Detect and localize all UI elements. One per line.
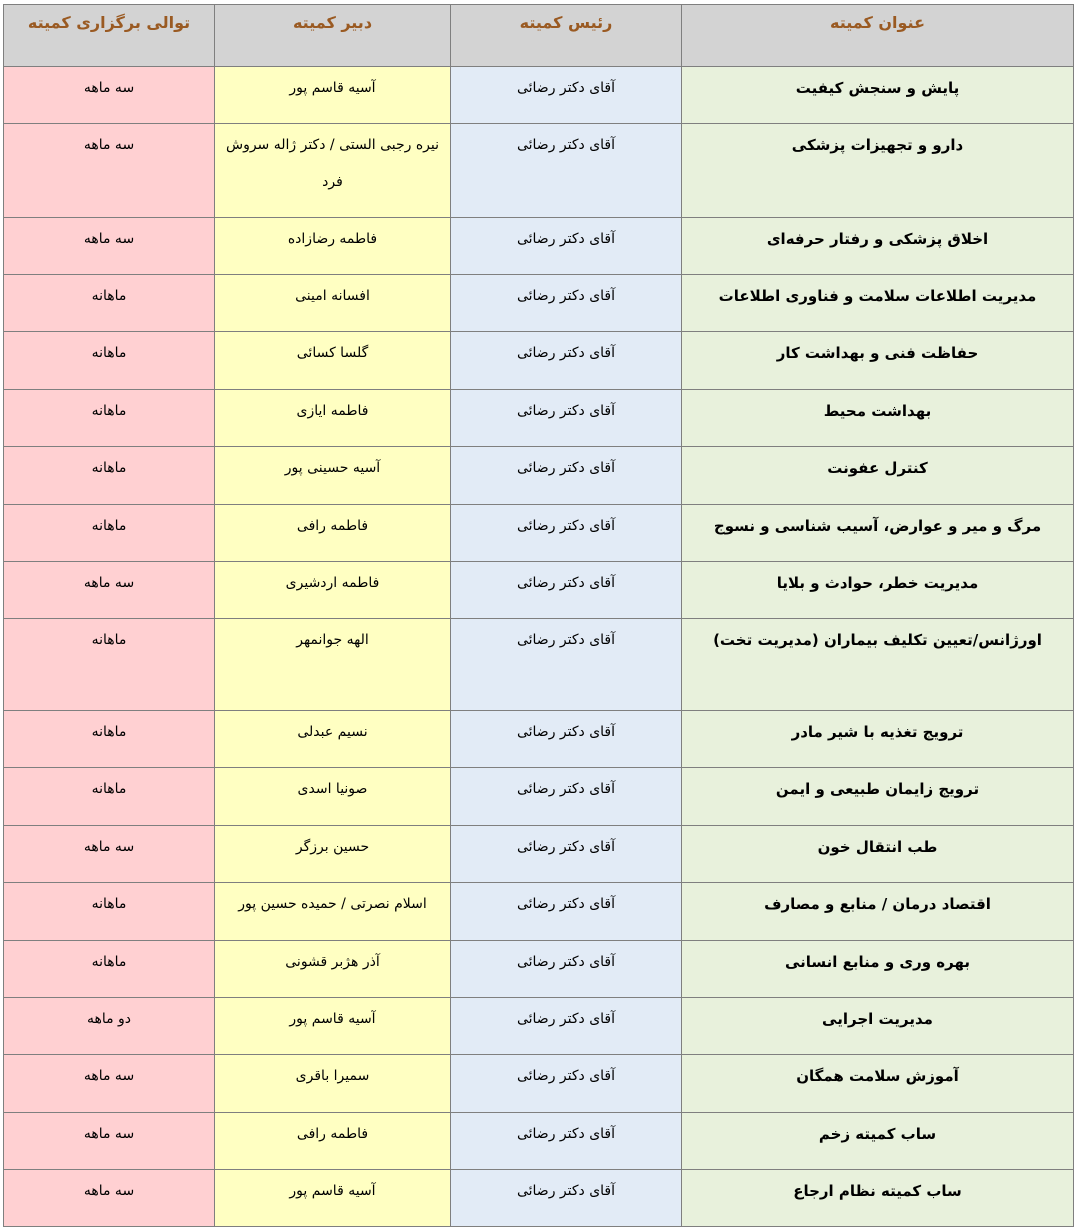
cell-committee-secretary: آسیه قاسم پور xyxy=(215,1170,451,1227)
cell-committee-secretary: آسیه حسینی پور xyxy=(215,447,451,505)
table-row xyxy=(4,1055,1074,1113)
cell-committee-title: مدیریت خطر، حوادث و بلایا xyxy=(682,562,1074,619)
table-row xyxy=(4,998,1074,1055)
table-row xyxy=(4,275,1074,332)
cell-meeting-frequency: سه ماهه xyxy=(4,562,215,619)
cell-committee-secretary: الهه جوانمهر xyxy=(215,619,451,711)
cell-committee-chair: آقای دکتر رضائی xyxy=(451,826,682,883)
cell-meeting-frequency: ماهانه xyxy=(4,447,215,505)
cell-meeting-frequency: سه ماهه xyxy=(4,67,215,124)
table-row xyxy=(4,768,1074,826)
cell-committee-secretary: آسیه قاسم پور xyxy=(215,998,451,1055)
cell-committee-secretary: نسیم عبدلی xyxy=(215,711,451,768)
cell-committee-chair: آقای دکتر رضائی xyxy=(451,941,682,998)
cell-committee-chair: آقای دکتر رضائی xyxy=(451,1113,682,1170)
cell-committee-title: دارو و تجهیزات پزشکی xyxy=(682,124,1074,218)
cell-committee-secretary: سمیرا باقری xyxy=(215,1055,451,1113)
header-secretary: دبیر کمیته xyxy=(215,5,451,67)
table-row xyxy=(4,447,1074,505)
cell-committee-secretary: نیره رجبی الستی / دکتر ژاله سروش فرد xyxy=(215,124,451,218)
committees-table xyxy=(3,4,1074,1227)
cell-committee-title: ساب کمیته نظام ارجاع xyxy=(682,1170,1074,1227)
header-row xyxy=(4,5,1074,67)
table-row xyxy=(4,505,1074,562)
cell-meeting-frequency: دو ماهه xyxy=(4,998,215,1055)
cell-committee-chair: آقای دکتر رضائی xyxy=(451,447,682,505)
cell-committee-secretary: فاطمه رافی xyxy=(215,1113,451,1170)
table-row xyxy=(4,711,1074,768)
cell-committee-chair: آقای دکتر رضائی xyxy=(451,1055,682,1113)
cell-committee-secretary: فاطمه ایازی xyxy=(215,390,451,447)
cell-committee-chair: آقای دکتر رضائی xyxy=(451,711,682,768)
table-row xyxy=(4,562,1074,619)
cell-committee-chair: آقای دکتر رضائی xyxy=(451,768,682,826)
header-title: عنوان کمیته xyxy=(682,5,1074,67)
cell-committee-chair: آقای دکتر رضائی xyxy=(451,124,682,218)
cell-committee-title: اخلاق پزشکی و رفتار حرفه‌ای xyxy=(682,218,1074,275)
cell-meeting-frequency: سه ماهه xyxy=(4,124,215,218)
table-row xyxy=(4,1113,1074,1170)
cell-committee-title: مدیریت اطلاعات سلامت و فناوری اطلاعات xyxy=(682,275,1074,332)
cell-committee-chair: آقای دکتر رضائی xyxy=(451,505,682,562)
cell-meeting-frequency: سه ماهه xyxy=(4,826,215,883)
cell-committee-chair: آقای دکتر رضائی xyxy=(451,619,682,711)
cell-meeting-frequency: سه ماهه xyxy=(4,1055,215,1113)
cell-meeting-frequency: سه ماهه xyxy=(4,1113,215,1170)
table-body xyxy=(4,67,1074,1227)
cell-committee-title: مدیریت اجرایی xyxy=(682,998,1074,1055)
table-row xyxy=(4,883,1074,941)
cell-committee-chair: آقای دکتر رضائی xyxy=(451,1170,682,1227)
table-row xyxy=(4,332,1074,390)
table-row xyxy=(4,826,1074,883)
cell-meeting-frequency: ماهانه xyxy=(4,711,215,768)
cell-committee-chair: آقای دکتر رضائی xyxy=(451,390,682,447)
table-row xyxy=(4,124,1074,218)
cell-committee-secretary: حسین برزگر xyxy=(215,826,451,883)
cell-committee-secretary: فاطمه رضازاده xyxy=(215,218,451,275)
cell-committee-chair: آقای دکتر رضائی xyxy=(451,275,682,332)
cell-committee-secretary: گلسا کسائی xyxy=(215,332,451,390)
cell-committee-title: آموزش سلامت همگان xyxy=(682,1055,1074,1113)
cell-committee-title: پایش و سنجش کیفیت xyxy=(682,67,1074,124)
cell-meeting-frequency: سه ماهه xyxy=(4,218,215,275)
header-frequency: توالی برگزاری کمیته xyxy=(4,5,215,67)
cell-committee-title: مرگ و میر و عوارض، آسیب شناسی و نسوج xyxy=(682,505,1074,562)
table-row xyxy=(4,941,1074,998)
cell-committee-title: کنترل عفونت xyxy=(682,447,1074,505)
cell-committee-title: حفاظت فنی و بهداشت کار xyxy=(682,332,1074,390)
cell-committee-secretary: صونیا اسدی xyxy=(215,768,451,826)
cell-committee-chair: آقای دکتر رضائی xyxy=(451,883,682,941)
cell-meeting-frequency: سه ماهه xyxy=(4,1170,215,1227)
cell-committee-title: اقتصاد درمان / منابع و مصارف xyxy=(682,883,1074,941)
cell-meeting-frequency: ماهانه xyxy=(4,275,215,332)
table-row xyxy=(4,67,1074,124)
cell-committee-title: بهره وری و منابع انسانی xyxy=(682,941,1074,998)
table-row xyxy=(4,218,1074,275)
cell-committee-secretary: آسیه قاسم پور xyxy=(215,67,451,124)
cell-committee-title: اورژانس/تعیین تکلیف بیماران (مدیریت تخت) xyxy=(682,619,1074,711)
cell-meeting-frequency: ماهانه xyxy=(4,883,215,941)
cell-committee-secretary: افسانه امینی xyxy=(215,275,451,332)
cell-meeting-frequency: ماهانه xyxy=(4,619,215,711)
table-row xyxy=(4,619,1074,711)
cell-committee-secretary: فاطمه رافی xyxy=(215,505,451,562)
cell-committee-title: طب انتقال خون xyxy=(682,826,1074,883)
cell-committee-chair: آقای دکتر رضائی xyxy=(451,218,682,275)
cell-committee-secretary: فاطمه اردشیری xyxy=(215,562,451,619)
cell-meeting-frequency: ماهانه xyxy=(4,505,215,562)
header-chair: رئیس کمیته xyxy=(451,5,682,67)
table-header xyxy=(4,5,1074,67)
cell-committee-secretary: اسلام نصرتی / حمیده حسین پور xyxy=(215,883,451,941)
cell-meeting-frequency: ماهانه xyxy=(4,768,215,826)
cell-meeting-frequency: ماهانه xyxy=(4,941,215,998)
cell-committee-chair: آقای دکتر رضائی xyxy=(451,332,682,390)
table-row xyxy=(4,1170,1074,1227)
cell-meeting-frequency: ماهانه xyxy=(4,390,215,447)
cell-committee-title: ساب کمیته زخم xyxy=(682,1113,1074,1170)
cell-committee-title: ترویج زایمان طبیعی و ایمن xyxy=(682,768,1074,826)
cell-committee-secretary: آذر هژبر قشونی xyxy=(215,941,451,998)
cell-committee-chair: آقای دکتر رضائی xyxy=(451,67,682,124)
cell-committee-chair: آقای دکتر رضائی xyxy=(451,562,682,619)
cell-meeting-frequency: ماهانه xyxy=(4,332,215,390)
cell-committee-title: ترویج تغذیه با شیر مادر xyxy=(682,711,1074,768)
cell-committee-title: بهداشت محیط xyxy=(682,390,1074,447)
table-row xyxy=(4,390,1074,447)
cell-committee-chair: آقای دکتر رضائی xyxy=(451,998,682,1055)
